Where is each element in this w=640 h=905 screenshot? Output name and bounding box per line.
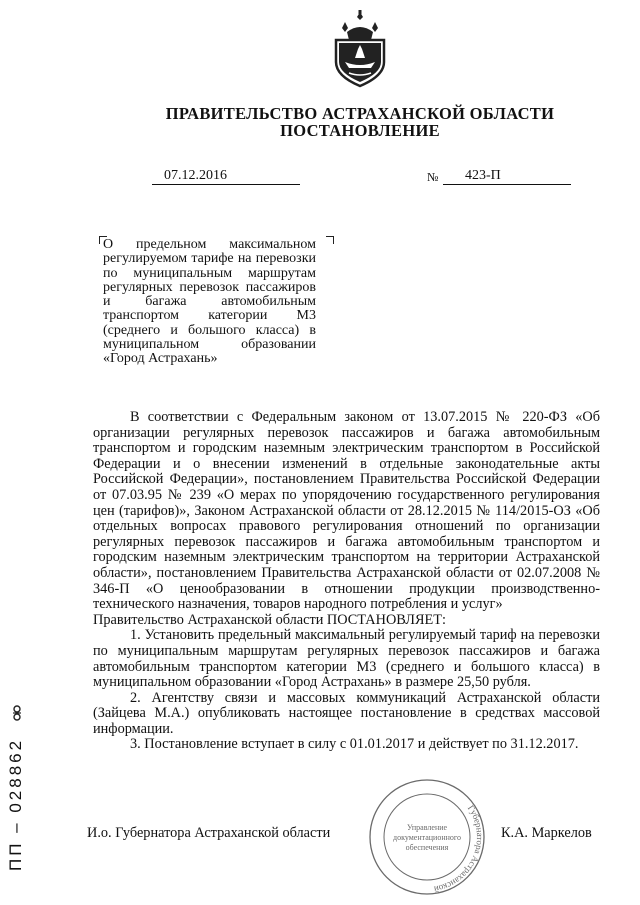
document-date: 07.12.2016 bbox=[152, 168, 300, 185]
stamp-ring-text: Губернатора Астраханской bbox=[433, 803, 486, 895]
margin-mark-icon bbox=[10, 704, 24, 722]
decree-line: Правительство Астраханской области ПОСТАНОВЛЯЕТ: bbox=[93, 611, 446, 628]
stamp-line-1: Управление bbox=[406, 823, 448, 832]
document-subject: О предельном максимальном регулируемом тарифе на перевозки по муниципальным маршрутам регулярных перевозок пассажиров и багажа автомобильным транспортом категории М3 (среднего и большого класса) в муниципальном образовании «Город Астрахань» bbox=[103, 237, 316, 367]
document-number: 423-П bbox=[443, 168, 571, 185]
stamp-line-3: обеспечения bbox=[405, 843, 449, 852]
item-3: 3. Постановление вступает в силу с 01.01.2017 и действует по 31.12.2017. bbox=[130, 736, 579, 753]
document-body bbox=[93, 410, 600, 753]
item-1: 1. Установить предельный максимальный регулируемый тариф на перевозки по муниципальным маршрутам регулярных перевозок пассажиров и багажа автомобильным транспортом категории М3 (среднего и большого класса) в муниципальном образовании «Город Астрахань» в размере 25,50 рубля. bbox=[93, 627, 600, 691]
coat-of-arms-icon bbox=[331, 10, 389, 88]
preamble-paragraph: В соответствии с Федеральным законом от 13.07.2015 № 220-ФЗ «Об организации регулярных перевозок пассажиров и багажа автомобильным транспортом и городским наземным электрическим транспортом в Российской Федерации и о внесении изменений в отдельные законодательные акты Российской Федерации», постановлением Правительства Российской Федерации от 07.03.95 № 239 «О мерах по упорядочению государственного регулирования цен (тарифов)», Законом Астраханской области от 28.12.2015 № 114/2015-ОЗ «Об отдельных вопросах правового регулирования отношений по организации регулярных перевозок пассажиров и багажа автомобильным транспортом и городским наземным электрическим транспортом на территории Астраханской области», постановлением Правительства Астраханской области от 02.07.2008 № 346-П «О ценообразовании в отношении продукции производственно-технического назначения, товаров народного потребления и услуг» bbox=[93, 409, 600, 613]
stamp-line-2: документационного bbox=[393, 833, 461, 842]
item-2: 2. Агентству связи и массовых коммуникаций Астраханской области (Зайцева М.А.) опубликовать настоящее постановление в средствах массовой информации. bbox=[93, 689, 600, 737]
signatory-position: И.о. Губернатора Астраханской области bbox=[87, 825, 331, 841]
subject-corner-right bbox=[326, 236, 334, 244]
document-type: ПОСТАНОВЛЕНИЕ bbox=[280, 121, 440, 140]
official-stamp bbox=[363, 778, 491, 896]
number-sign: № bbox=[427, 170, 439, 184]
government-name: ПРАВИТЕЛЬСТВО АСТРАХАНСКОЙ ОБЛАСТИ bbox=[165, 104, 555, 123]
signatory-name: К.А. Маркелов bbox=[501, 825, 592, 841]
registration-number: ПП – 028862 bbox=[6, 737, 25, 871]
